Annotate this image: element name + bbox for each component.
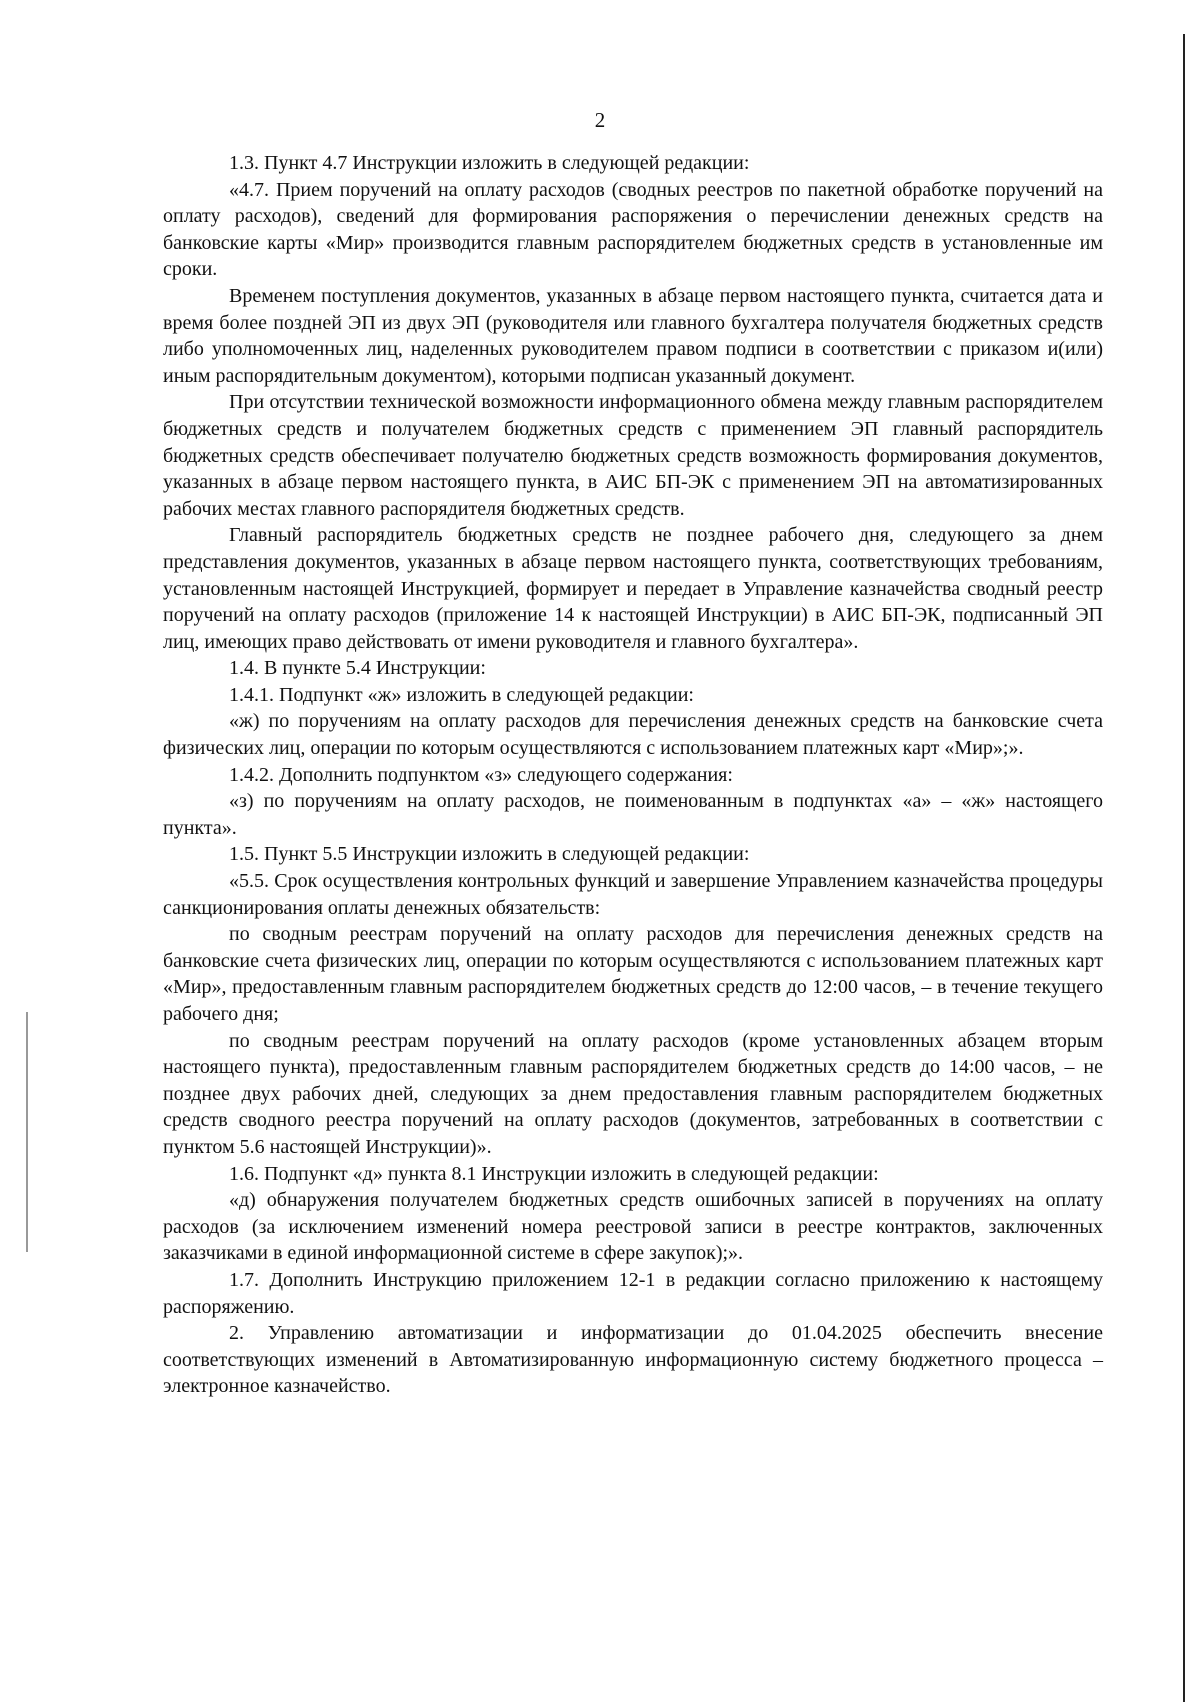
paragraph-mir-cards: по сводным реестрам поручений на оплату расходов для перечисления денежных средств на банковские счета физических лиц, операции по которым осуществляются с использованием платежных карт «Мир», предоставленным главным распорядителем бюджетных средств до 12:00 часов, – в течение текущего рабочего дня;: [163, 923, 1103, 1025]
paragraph-subitem-d: «д) обнаружения получателем бюджетных средств ошибочных записей в поручениях на оплату расходов (за исключением изменений номера реестровой записи в реестре контрактов, заключенных заказчиками в единой информационной системе в сфере закупок);».: [163, 1189, 1103, 1265]
paragraph-5-5: «5.5. Срок осуществления контрольных функций и завершение Управлением казначейства процедуры санкционирования оплаты денежных обязательств:: [163, 870, 1103, 919]
paragraph-2: 2. Управлению автоматизации и информатизации до 01.04.2025 обеспечить внесение соответствующих изменений в Автоматизированную информационную систему бюджетного процесса – электронное казначейство.: [163, 1322, 1103, 1398]
document-body: [163, 150, 1103, 1400]
page-number: 2: [594, 108, 606, 132]
paragraph-other-registers: по сводным реестрам поручений на оплату расходов (кроме установленных абзацем вторым настоящего пункта), предоставленным главным распорядителем бюджетных средств до 14:00 часов, – не позднее двух рабочих дней, следующих за днем предоставления главным распорядителем бюджетных средств сводного реестра поручений на оплату расходов (документов, затребованных в соответствии с пунктом 5.6 настоящей Инструкции)».: [163, 1029, 1103, 1158]
paragraph-no-exchange: При отсутствии технической возможности информационного обмена между главным распорядителем бюджетных средств и получателем бюджетных средств с применением ЭП главный распорядитель бюджетных средств обеспечивает получателю бюджетных средств возможность формирования документов, указанных в абзаце первом настоящего пункта, в АИС БП-ЭК с применением ЭП на автоматизированных рабочих местах главного распорядителя бюджетных средств.: [163, 391, 1103, 520]
paragraph-subitem-zh: «ж) по поручениям на оплату расходов для перечисления денежных средств на банковские счета физических лиц, операции по которым осуществляются с использованием платежных карт «Мир»;».: [163, 710, 1103, 760]
paragraph-1-3: 1.3. Пункт 4.7 Инструкции изложить в следующей редакции:: [229, 152, 750, 174]
paragraph-1-5: 1.5. Пункт 5.5 Инструкции изложить в следующей редакции:: [229, 843, 750, 866]
paragraph-1-6: 1.6. Подпункт «д» пункта 8.1 Инструкции изложить в следующей редакции:: [229, 1162, 879, 1185]
paragraph-1-4-2: 1.4.2. Дополнить подпунктом «з» следующего содержания:: [229, 763, 733, 786]
paragraph-1-4-1: 1.4.1. Подпункт «ж» изложить в следующей редакции:: [229, 683, 694, 706]
scan-edge-line: [26, 1012, 28, 1252]
paragraph-main-distributor: Главный распорядитель бюджетных средств не позднее рабочего дня, следующего за днем представления документов, указанных в абзаце первом настоящего пункта, соответствующих требованиям, установленным настоящей Инструкцией, формирует и передает в Управление казначейства сводный реестр поручений на оплату расходов (приложение 14 к настоящей Инструкции) в АИС БП-ЭК, подписанный ЭП лиц, имеющих право действовать от имени руководителя и главного бухгалтера».: [163, 524, 1103, 653]
paragraph-receipt-time: Временем поступления документов, указанных в абзаце первом настоящего пункта, считается дата и время более поздней ЭП из двух ЭП (руководителя или главного бухгалтера получателя бюджетных средств либо уполномоченных лиц, наделенных руководителем правом подписи в соответствии с приказом и(или) иным распорядительным документом), которыми подписан указанный документ.: [163, 284, 1103, 387]
scan-edge-line: [1183, 34, 1185, 1702]
paragraph-4-7: «4.7. Прием поручений на оплату расходов (сводных реестров по пакетной обработке поручений на оплату расходов), сведений для формирования распоряжения о перечислении денежных средств на банковские карты «Мир» производится главным распорядителем бюджетных средств в установленные им сроки.: [163, 178, 1103, 281]
paragraph-1-4: 1.4. В пункте 5.4 Инструкции:: [229, 657, 486, 680]
paragraph-1-7: 1.7. Дополнить Инструкцию приложением 12-1 в редакции согласно приложению к настоящему распоряжению.: [163, 1268, 1103, 1318]
paragraph-subitem-z: «з) по поручениям на оплату расходов, не поименованным в подпунктах «а» – «ж» настоящего пункта».: [163, 790, 1103, 839]
